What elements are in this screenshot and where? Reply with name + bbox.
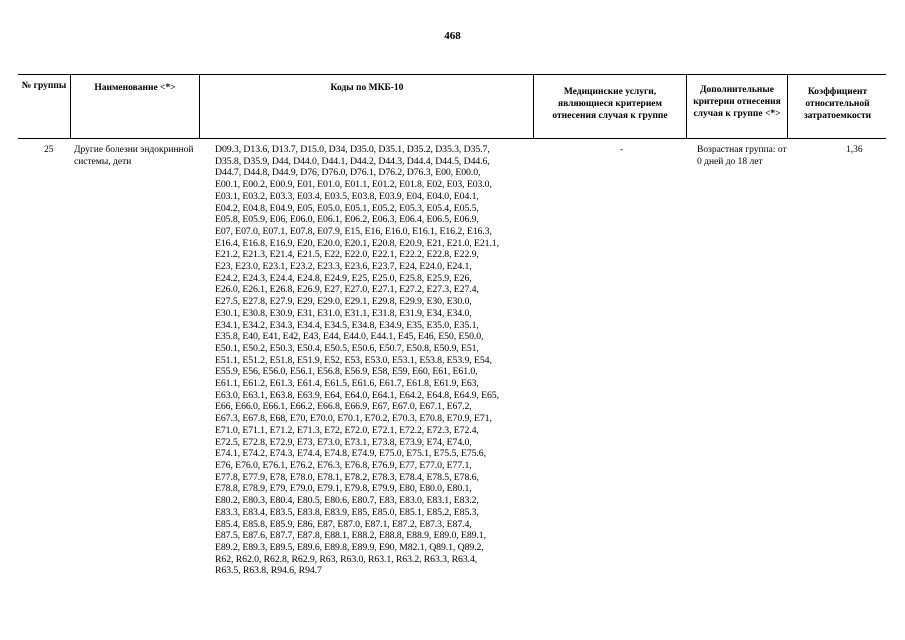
icd-code-line: R63.5, R63.8, R94.6, R94.7 <box>215 565 322 577</box>
icd-code-line: E30.1, E30.8, E30.9, E31, E31.0, E31.1, E31.8, E31.9, E34, E34.0, <box>215 307 472 319</box>
icd-code-line: E71.0, E71.1, E71.2, E71.3, E72, E72.0, E72.1, E72.2, E72.3, E72.4, <box>215 424 479 436</box>
icd-code-line: E87.5, E87.6, E87.7, E87.8, E88.1, E88.2, E88.8, E88.9, E89.0, E89.1, <box>215 530 486 542</box>
icd-code-line: E85.4, E85.8, E85.9, E86, E87, E87.0, E87.1, E87.2, E87.3, E87.4, <box>215 518 472 530</box>
icd-code-line: E55.9, E56, E56.0, E56.1, E56.8, E56.9, E58, E59, E60, E61, E61.0, <box>215 366 478 378</box>
icd-code-line: E07, E07.0, E07.1, E07.8, E07.9, E15, E16, E16.0, E16.1, E16.2, E16.3, <box>215 225 492 237</box>
column-divider <box>686 74 687 139</box>
icd-code-line: E72.5, E72.8, E72.9, E73, E73.0, E73.1, E73.8, E73.9, E74, E74.0, <box>215 436 472 448</box>
icd-code-line: E26.0, E26.1, E26.8, E26.9, E27, E27.0, E27.1, E27.2, E27.3, E27.4, <box>215 284 479 296</box>
icd-code-line: E80.2, E80.3, E80.4, E80.5, E80.6, E80.7, E83, E83.0, E83.1, E83.2, <box>215 495 479 507</box>
icd-codes-cell <box>215 144 533 577</box>
icd-code-line: E63.0, E63.1, E63.8, E63.9, E64, E64.0, E64.1, E64.2, E64.8, E64.9, E65, <box>215 389 499 401</box>
icd-code-line: E34.1, E34.2, E34.3, E34.4, E34.5, E34.8, E34.9, E35, E35.0, E35.1, <box>215 319 479 331</box>
icd-code-line: E04.2, E04.8, E04.9, E05, E05.0, E05.1, E05.2, E05.3, E05.4, E05.5, <box>215 202 479 214</box>
group-name-cell: Другие болезни эндокринной системы, дети <box>74 145 194 167</box>
icd-code-line: E66, E66.0, E66.1, E66.2, E66.8, E66.9, E67, E67.0, E67.1, E67.2, <box>215 401 472 413</box>
icd-code-line: E16.4, E16.8, E16.9, E20, E20.0, E20.1, E20.8, E20.9, E21, E21.0, E21.1, <box>215 237 499 249</box>
header-icd-codes: Коды по МКБ-10 <box>330 83 404 93</box>
icd-code-line: E78.8, E78.9, E79, E79.0, E79.1, E79.8, E79.9, E80, E80.0, E80.1, <box>215 483 472 495</box>
header-bottom-rule <box>18 138 886 139</box>
group-number-cell: 25 <box>44 145 54 155</box>
extra-criteria-cell: Возрастная группа: от 0 дней до 18 лет <box>697 145 787 167</box>
icd-code-line: E50.1, E50.2, E50.3, E50.4, E50.5, E50.6, E50.7, E50.8, E50.9, E51, <box>215 342 479 354</box>
table-top-rule <box>18 74 886 75</box>
header-extra-criteria: Дополнительные критерии отнесения случая к группе <*> <box>693 85 781 119</box>
icd-code-line: E76, E76.0, E76.1, E76.2, E76.3, E76.8, E76.9, E77, E77.0, E77.1, <box>215 459 472 471</box>
icd-code-line: D44.7, D44.8, D44.9, D76, D76.0, D76.1, D76.2, D76.3, E00, E00.0, <box>215 167 481 179</box>
icd-code-line: E61.1, E61.2, E61.3, E61.4, E61.5, E61.6, E61.7, E61.8, E61.9, E63, <box>215 378 479 390</box>
icd-code-line: E35.8, E40, E41, E42, E43, E44, E44.0, E44.1, E45, E46, E50, E50.0, <box>215 331 484 343</box>
header-group-number: № группы <box>21 81 67 91</box>
icd-code-line: R62, R62.0, R62.8, R62.9, R63, R63.0, R63.1, R63.2, R63.3, R63.4, <box>215 553 478 565</box>
icd-code-line: E24.2, E24.3, E24.4, E24.8, E24.9, E25, E25.0, E25.8, E25.9, E26, <box>215 272 472 284</box>
column-divider <box>199 74 200 139</box>
icd-code-line: E83.3, E83.4, E83.5, E83.8, E83.9, E85, E85.0, E85.1, E85.2, E85.3, <box>215 506 479 518</box>
page-number: 468 <box>444 30 461 42</box>
icd-code-line: E23, E23.0, E23.1, E23.2, E23.3, E23.6, E23.7, E24, E24.0, E24.1, <box>215 261 472 273</box>
header-services: Медицинские услуги, являющиеся критерием отнесения случая к группе <box>552 87 668 121</box>
icd-code-line: E77.8, E77.9, E78, E78.0, E78.1, E78.2, E78.3, E78.4, E78.5, E78.6, <box>215 471 479 483</box>
coefficient-cell: 1,36 <box>846 145 863 155</box>
icd-code-line: E00.1, E00.2, E00.9, E01, E01.0, E01.1, E01.2, E01.8, E02, E03, E03.0, <box>215 179 492 191</box>
icd-code-line: E21.2, E21.3, E21.4, E21.5, E22, E22.0, E22.1, E22.2, E22.8, E22.9, <box>215 249 479 261</box>
icd-code-line: D09.3, D13.6, D13.7, D15.0, D34, D35.0, D35.1, D35.2, D35.3, D35.7, <box>215 144 490 155</box>
column-divider <box>787 74 788 139</box>
icd-code-line: E03.1, E03.2, E03.3, E03.4, E03.5, E03.8, E03.9, E04, E04.0, E04.1, <box>215 190 479 202</box>
icd-code-line: E27.5, E27.8, E27.9, E29, E29.0, E29.1, E29.8, E29.9, E30, E30.0, <box>215 296 472 308</box>
column-divider <box>70 74 71 139</box>
icd-code-line: E05.8, E05.9, E06, E06.0, E06.1, E06.2, E06.3, E06.4, E06.5, E06.9, <box>215 214 479 226</box>
header-name: Наименование <*> <box>94 83 176 93</box>
header-coefficient: Коэффициент относительной затратоемкости <box>803 87 872 121</box>
icd-code-line: E67.3, E67.8, E68, E70, E70.0, E70.1, E70.2, E70.3, E70.8, E70.9, E71, <box>215 413 492 425</box>
services-cell: - <box>620 145 624 155</box>
icd-code-line: E74.1, E74.2, E74.3, E74.4, E74.8, E74.9, E75.0, E75.1, E75.5, E75.6, <box>215 448 486 460</box>
icd-code-line: E51.1, E51.2, E51.8, E51.9, E52, E53, E53.0, E53.1, E53.8, E53.9, E54, <box>215 354 492 366</box>
column-divider <box>533 74 534 139</box>
icd-code-line: D35.8, D35.9, D44, D44.0, D44.1, D44.2, D44.3, D44.4, D44.5, D44.6, <box>215 155 490 167</box>
icd-code-line: E89.2, E89.3, E89.5, E89.6, E89.8, E89.9, E90, M82.1, Q89.1, Q89.2, <box>215 541 484 553</box>
